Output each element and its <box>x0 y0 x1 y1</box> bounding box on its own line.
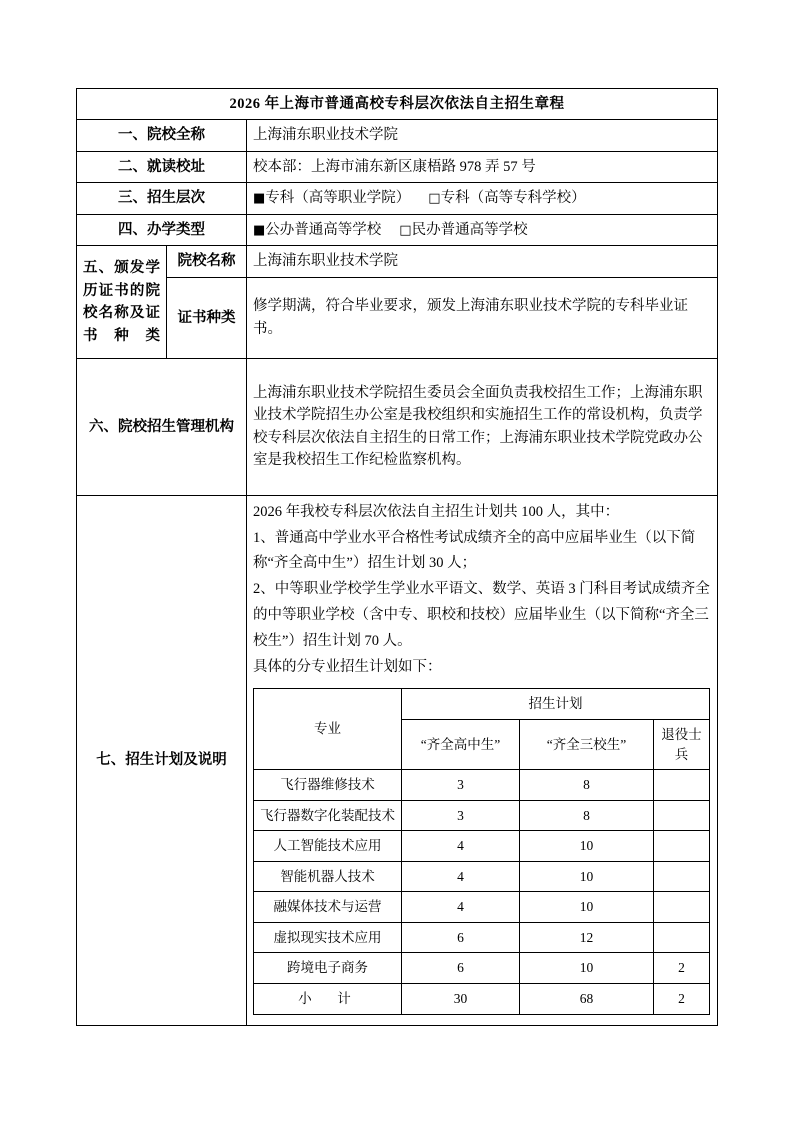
plan-major-name: 智能机器人技术 <box>254 861 402 892</box>
plan-count-a: 3 <box>402 770 520 801</box>
table-row-certificate-type <box>77 277 718 358</box>
plan-count-c <box>654 922 710 953</box>
table-row <box>254 770 710 801</box>
row-label-institution-name: 一、院校全称 <box>77 120 247 151</box>
plan-count-a: 4 <box>402 892 520 923</box>
table-row <box>254 922 710 953</box>
row-label-enrollment-level: 三、招生层次 <box>77 183 247 214</box>
plan-major-name: 跨境电子商务 <box>254 953 402 984</box>
row-value-certificate-type: 修学期满，符合毕业要求，颁发上海浦东职业技术学院的专科毕业证书。 <box>247 277 718 358</box>
plan-major-name: 飞行器维修技术 <box>254 770 402 801</box>
admission-charter-table <box>76 88 718 1026</box>
table-row-title <box>77 89 718 120</box>
plan-count-a: 4 <box>402 861 520 892</box>
checkbox-checked-icon: ■ <box>253 222 266 238</box>
row-value-issuer-name: 上海浦东职业技术学院 <box>247 246 718 277</box>
row-sublabel-issuer-name: 院校名称 <box>167 246 247 277</box>
plan-major-name: 融媒体技术与运营 <box>254 892 402 923</box>
plan-count-b: 8 <box>520 770 654 801</box>
plan-count-c <box>654 770 710 801</box>
plan-major-name: 虚拟现实技术应用 <box>254 922 402 953</box>
plan-count-b: 10 <box>520 953 654 984</box>
plan-count-a: 6 <box>402 922 520 953</box>
row-value-school-type <box>247 214 718 245</box>
plan-count-c <box>654 892 710 923</box>
table-row <box>254 831 710 862</box>
table-row-admin-organization <box>77 358 718 495</box>
plan-header-group: 招生计划 <box>402 689 710 720</box>
row-value-enrollment-level <box>247 183 718 214</box>
table-row <box>254 800 710 831</box>
major-plan-table <box>253 688 710 1014</box>
plan-header-column-a: “齐全高中生” <box>402 719 520 769</box>
plan-header-row-1 <box>254 689 710 720</box>
table-row <box>254 861 710 892</box>
plan-paragraph-4: 具体的分专业招生计划如下： <box>253 658 442 675</box>
checkbox-unchecked-icon: □ <box>399 222 412 238</box>
table-row-campus-address <box>77 151 718 182</box>
plan-count-b: 12 <box>520 922 654 953</box>
enrollment-level-option-1: 专科（高等职业学院） <box>265 190 411 207</box>
plan-total-a: 30 <box>402 984 520 1015</box>
plan-count-c <box>654 861 710 892</box>
plan-count-b: 10 <box>520 831 654 862</box>
table-row-enrollment-plan <box>77 495 718 1025</box>
checkbox-unchecked-icon: □ <box>428 191 441 207</box>
table-row-enrollment-level <box>77 183 718 214</box>
plan-total-c: 2 <box>654 984 710 1015</box>
plan-paragraph-3: 2、中等职业学校学生学业水平语文、数学、英语 3 门科目考试成绩齐全的中等职业学校（含中专、职校和技校）应届毕业生（以下简称“齐全三校生”）招生计划 70 人。 <box>253 581 710 649</box>
table-row <box>254 892 710 923</box>
plan-header-column-b: “齐全三校生” <box>520 719 654 769</box>
plan-count-c <box>654 831 710 862</box>
row-value-admin-organization: 上海浦东职业技术学院招生委员会全面负责我校招生工作；上海浦东职业技术学院招生办公室是我校组织和实施招生工作的常设机构，负责学校专科层次依法自主招生的日常工作；上海浦东职业技术学院党政办公室是我校招生工作纪检监察机构。 <box>247 358 718 495</box>
plan-count-c <box>654 800 710 831</box>
row-label-enrollment-plan: 七、招生计划及说明 <box>77 495 247 1025</box>
checkbox-checked-icon: ■ <box>253 191 266 207</box>
row-value-institution-name: 上海浦东职业技术学院 <box>247 120 718 151</box>
table-row-certificate-issuer <box>77 246 718 277</box>
plan-total-label: 小 计 <box>254 984 402 1015</box>
row-label-certificate: 五、颁发学历证书的院校名称及证书种类 <box>77 246 167 358</box>
enrollment-level-option-2: 专科（高等专科学校） <box>440 190 586 207</box>
row-label-campus-address: 二、就读校址 <box>77 151 247 182</box>
page-title: 2026 年上海市普通高校专科层次依法自主招生章程 <box>77 89 718 120</box>
plan-count-c: 2 <box>654 953 710 984</box>
school-type-option-2: 民办普通高等学校 <box>411 221 528 238</box>
table-row-institution-name <box>77 120 718 151</box>
plan-paragraph-2: 1、普通高中学业水平合格性考试成绩齐全的高中应届毕业生（以下简称“齐全高中生”）招生计划 30 人； <box>253 529 696 572</box>
row-value-enrollment-plan <box>247 495 718 1025</box>
document-page <box>76 88 718 1026</box>
plan-count-a: 6 <box>402 953 520 984</box>
plan-major-name: 飞行器数字化装配技术 <box>254 800 402 831</box>
plan-count-b: 10 <box>520 892 654 923</box>
plan-count-a: 3 <box>402 800 520 831</box>
plan-major-name: 人工智能技术应用 <box>254 831 402 862</box>
row-sublabel-certificate-type: 证书种类 <box>167 277 247 358</box>
table-row-total <box>254 984 710 1015</box>
row-label-admin-organization: 六、院校招生管理机构 <box>77 358 247 495</box>
table-row <box>254 953 710 984</box>
plan-count-b: 8 <box>520 800 654 831</box>
row-label-school-type: 四、办学类型 <box>77 214 247 245</box>
row-value-campus-address: 校本部：上海市浦东新区康梧路 978 弄 57 号 <box>247 151 718 182</box>
plan-header-major: 专业 <box>254 689 402 770</box>
plan-total-b: 68 <box>520 984 654 1015</box>
school-type-option-1: 公办普通高等学校 <box>265 221 382 238</box>
table-row-school-type <box>77 214 718 245</box>
plan-count-a: 4 <box>402 831 520 862</box>
plan-paragraph-1: 2026 年我校专科层次依法自主招生计划共 100 人，其中： <box>253 503 620 520</box>
plan-count-b: 10 <box>520 861 654 892</box>
plan-header-column-c: 退役士兵 <box>654 719 710 769</box>
